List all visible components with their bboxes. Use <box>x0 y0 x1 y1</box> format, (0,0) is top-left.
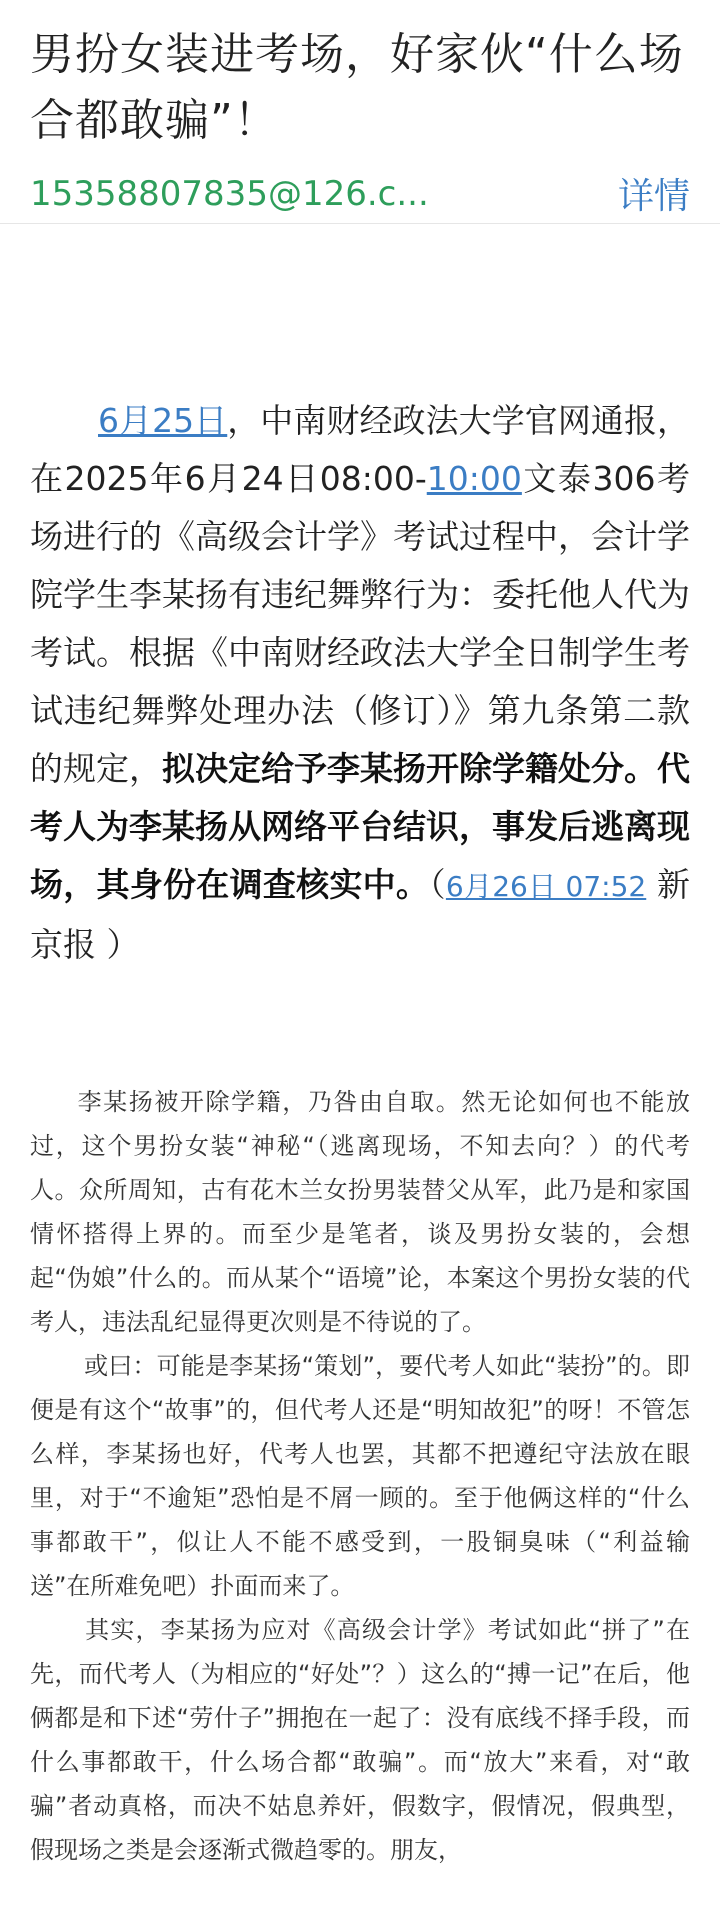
details-button[interactable]: 详情 <box>617 176 690 217</box>
email-subject: 男扮女装进考场，好家伙“什么场合都敢骗”！ <box>30 29 684 146</box>
comment-text-1: 李某扬被开除学籍，乃咎由自取。然无论如何也不能放过，这个男扮女装“神秘“（逃离现场，不知去向？）的代考人。众所周知，古有花木兰女扮男装替父从军，此乃是和家国情怀搭得上界的。而至少是笔者，谈及男扮女装的，会想起“伪娘”什么的。而从某个“语境”论，本案这个男扮女装的代考人，违法乱纪显得更次则是不待说的了。 <box>30 1088 690 1336</box>
comment-paragraph-2 <box>30 1344 690 1608</box>
news-paragraph <box>30 392 690 974</box>
comment-text-3: 其实，李某扬为应对《高级会计学》考试如此“拼了”在先，而代考人（为相应的“好处”？）这么的“搏一记”在后，他俩都是和下述“劳什子”拥抱在一起了：没有底线不择手段，而什么事都敢干，什么场合都“敢骗”。而“放大”来看，对“敢骗”者动真格，而决不姑息养奸，假数字，假情况，假典型，假现场之类是会逐渐式微趋零的。朋友， <box>30 1616 690 1864</box>
date-link[interactable]: 6月25日 <box>98 401 228 440</box>
sender-address[interactable]: 15358807835@126.c... <box>30 173 429 214</box>
news-source: 新京报 ） <box>30 865 691 964</box>
news-text-1: ，中南财经政法大学官网通报，在2025年6月24日08:00- <box>30 401 690 498</box>
comment-paragraph-3 <box>30 1608 690 1872</box>
news-bold-text: 拟决定给予李某扬开除学籍处分。代考人为李某扬从网络平台结识，事发后逃离现场，其身份在调查核实中。 <box>30 749 690 904</box>
email-body <box>0 392 720 1872</box>
time-link[interactable]: 10:00 <box>426 459 522 498</box>
comment-text-2: 或曰：可能是李某扬“策划”，要代考人如此“装扮”的。即便是有这个“故事”的，但代考人还是“明知故犯”的呀！不管怎么样，李某扬也好，代考人也罢，其都不把遵纪守法放在眼里，对于“不逾矩”恐怕是不屑一顾的。至于他俩这样的“什么事都敢干”，似让人不能不感受到，一股铜臭味（“利益输送”在所难免吧）扑面而来了。 <box>30 1352 690 1600</box>
news-text-2: 文泰306考场进行的《高级会计学》考试过程中，会计学院学生李某扬有违纪舞弊行为：委托他人代为考试。根据《中南财经政法大学全日制学生考试违纪舞弊处理办法（修订）》第九条第二款的规定， <box>30 459 690 788</box>
news-text-3: （ <box>429 865 446 904</box>
comment-paragraph-1 <box>30 1080 690 1344</box>
email-header <box>0 0 720 224</box>
source-time-link[interactable]: 6月26日 07:52 <box>445 870 647 903</box>
sender-row <box>30 168 690 219</box>
